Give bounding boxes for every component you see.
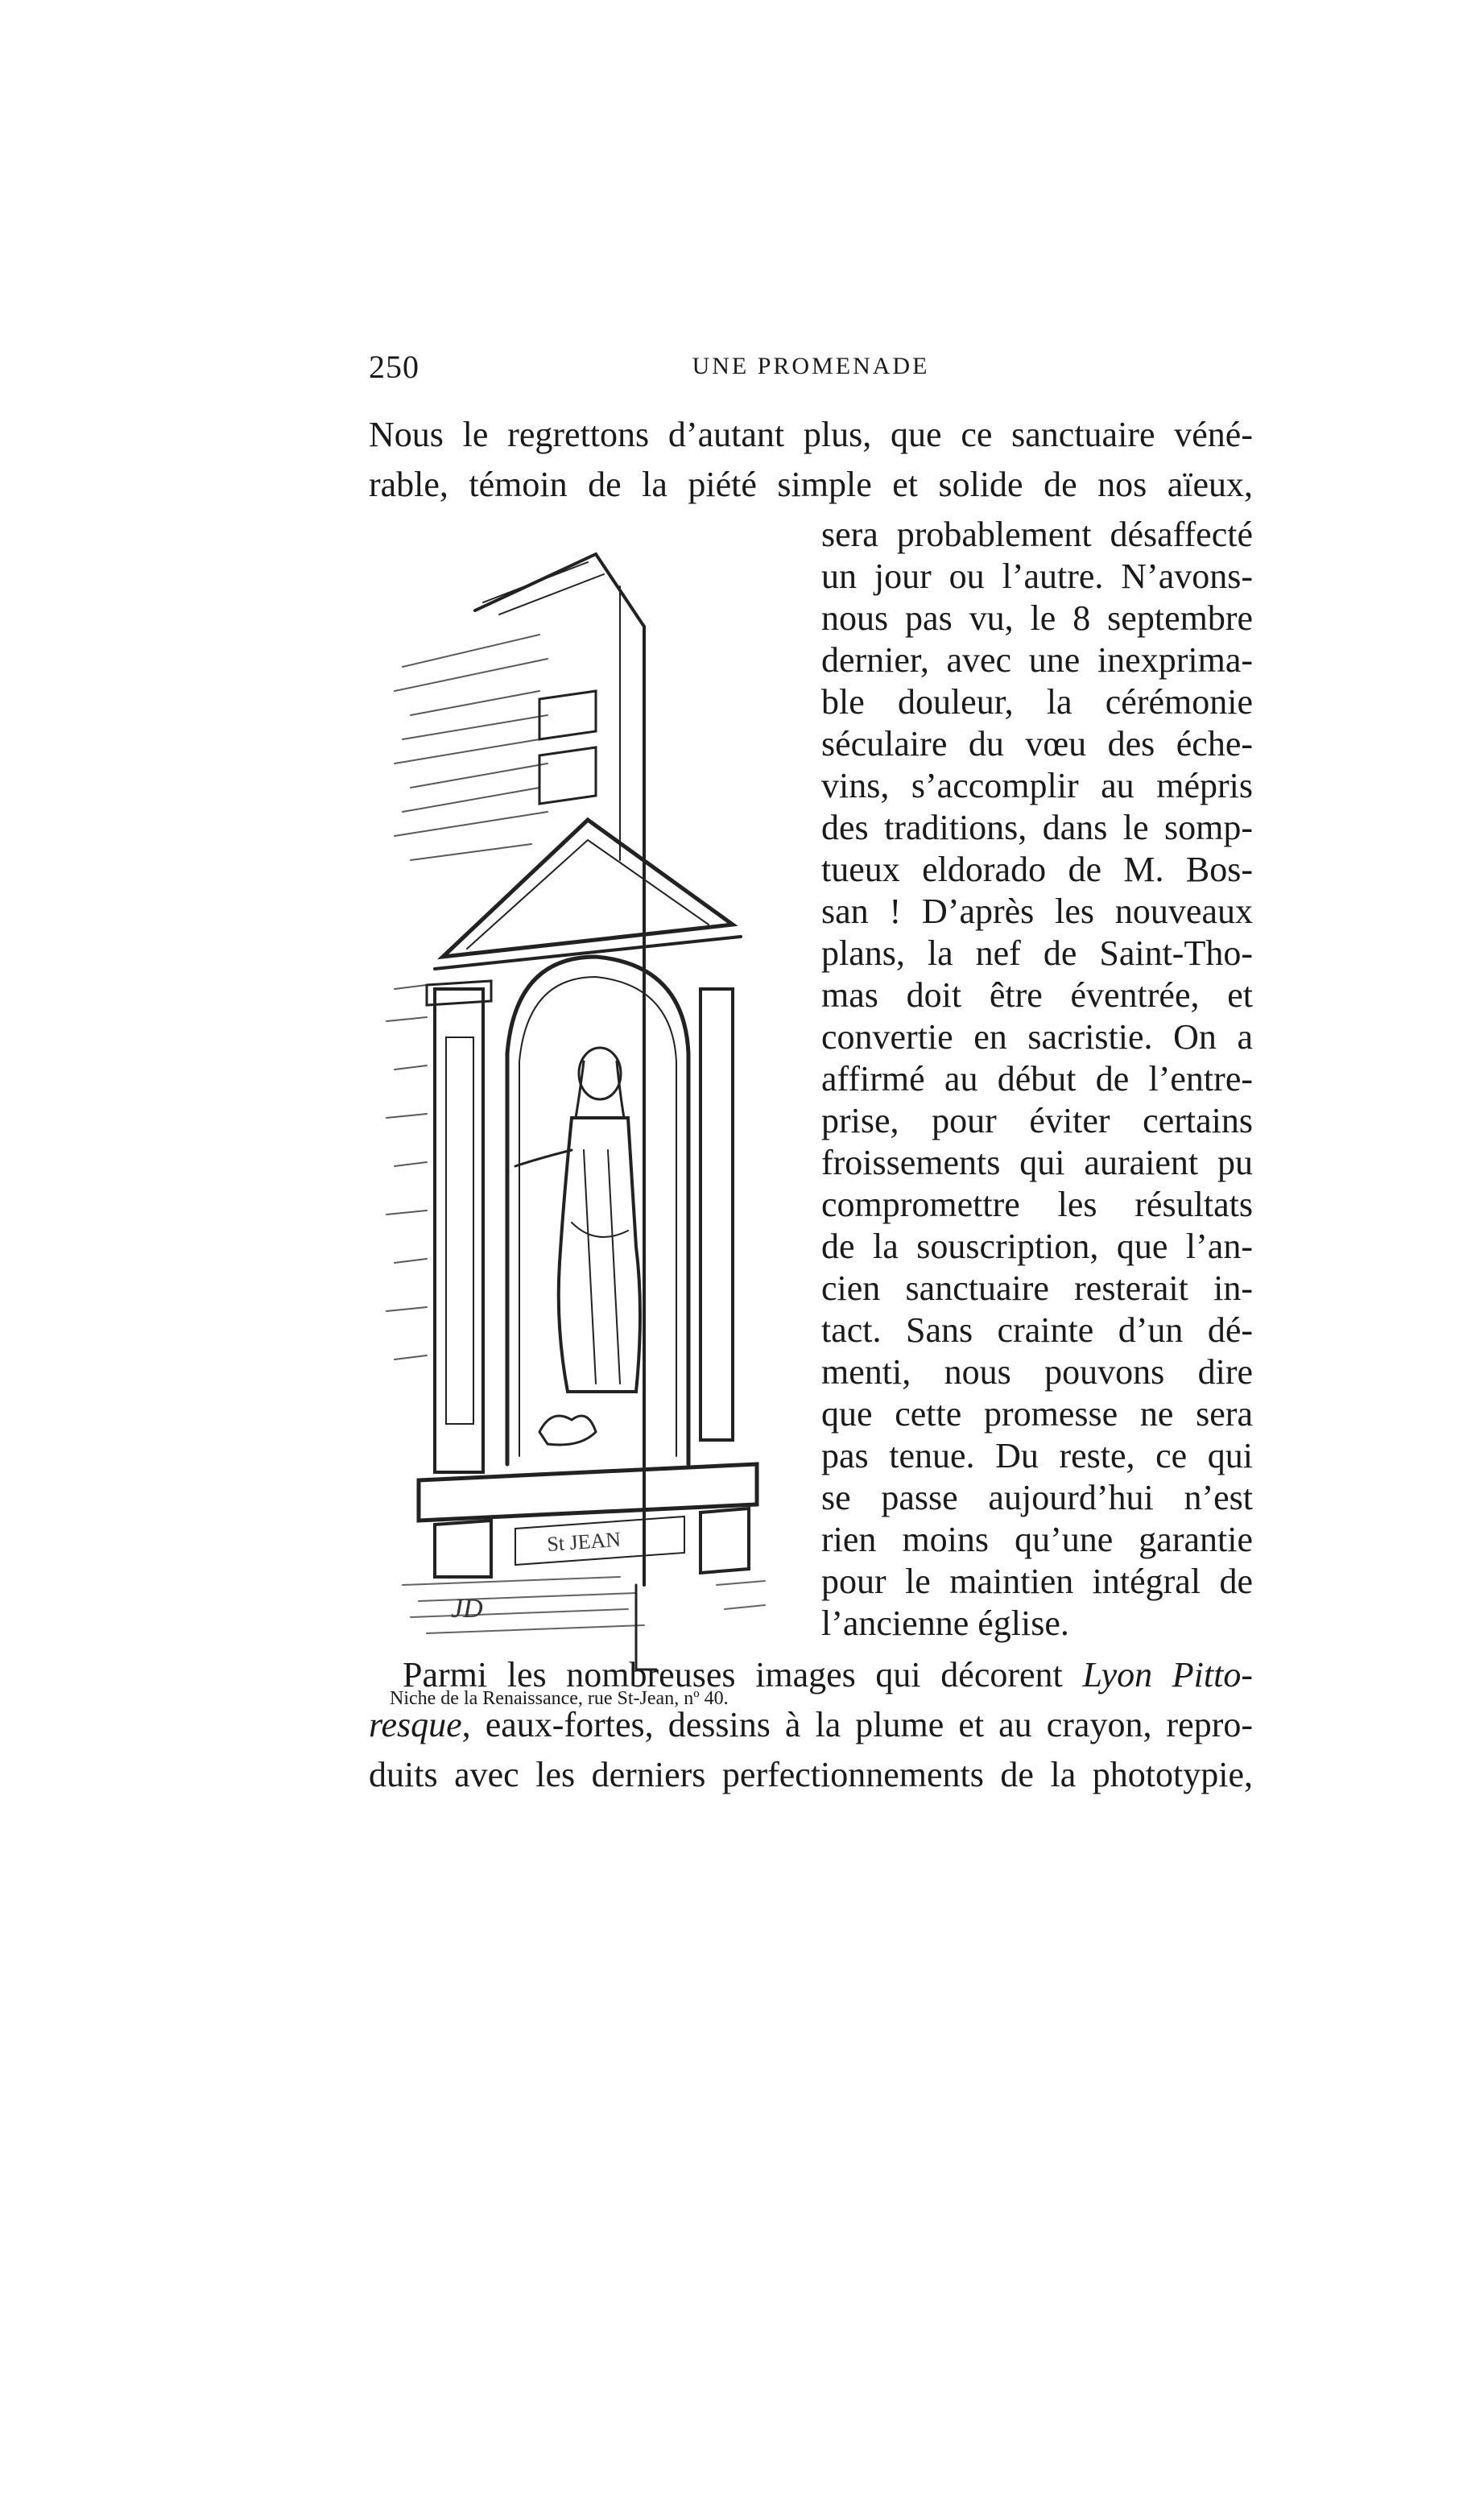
text-line: rien moins qu’une garantie bbox=[821, 1520, 1253, 1559]
text-line: dernier, avec une inexprima- bbox=[821, 640, 1253, 680]
text-line: froissements qui auraient pu bbox=[821, 1143, 1253, 1182]
italic-title: resque bbox=[369, 1705, 462, 1744]
figure-caption: Niche de la Renaissance, rue St-Jean, nº 40. bbox=[390, 1688, 729, 1709]
text-line: rable, témoin de la piété simple et solide de nos aïeux, bbox=[369, 465, 1253, 504]
text-line: des traditions, dans le somp- bbox=[821, 808, 1253, 847]
text-line: pour le maintien intégral de bbox=[821, 1562, 1253, 1601]
artist-monogram: JD bbox=[451, 1594, 483, 1624]
text-line: prise, pour éviter certains bbox=[821, 1101, 1253, 1140]
text-line: nous pas vu, le 8 septembre bbox=[821, 598, 1253, 638]
text-line: se passe aujourd’hui n’est bbox=[821, 1478, 1253, 1517]
running-title: UNE PROMENADE bbox=[692, 353, 930, 379]
text-line: cien sanctuaire resterait in- bbox=[821, 1268, 1253, 1308]
text-line: séculaire du vœu des éche- bbox=[821, 724, 1253, 763]
niche-inscription: St JEAN bbox=[546, 1527, 622, 1556]
text-line: affirmé au début de l’entre- bbox=[821, 1059, 1253, 1099]
text-line: menti, nous pouvons dire bbox=[821, 1352, 1253, 1392]
text-line: de la souscription, que l’an- bbox=[821, 1227, 1253, 1266]
text-line: compromettre les résultats bbox=[821, 1185, 1253, 1224]
text-line: un jour ou l’autre. N’avons- bbox=[821, 557, 1253, 596]
text-run: Parmi les nombreuses images qui décorent bbox=[403, 1655, 1083, 1694]
niche-illustration bbox=[378, 538, 781, 1675]
text-line: convertie en sacristie. On a bbox=[821, 1017, 1253, 1057]
text-line: ble douleur, la cérémonie bbox=[821, 682, 1253, 722]
italic-title: Lyon Pitto- bbox=[1082, 1655, 1253, 1694]
text-line: l’ancienne église. bbox=[821, 1603, 1069, 1643]
running-head bbox=[369, 348, 1253, 396]
text-line: tact. Sans crainte d’un dé- bbox=[821, 1310, 1253, 1350]
text-line: tueux eldorado de M. Bos- bbox=[821, 850, 1253, 889]
text-line: sera probablement désaffecté bbox=[821, 515, 1253, 554]
text-line: que cette promesse ne sera bbox=[821, 1394, 1253, 1434]
page-number: 250 bbox=[369, 349, 419, 385]
text-line: Nous le regrettons d’autant plus, que ce sanctuaire véné- bbox=[369, 415, 1253, 454]
text-line: duits avec les derniers perfectionnements de la phototypie, bbox=[369, 1755, 1253, 1794]
text-line: plans, la nef de Saint-Tho- bbox=[821, 933, 1253, 973]
text-run: , eaux-fortes, dessins à la plume et au crayon, repro- bbox=[461, 1705, 1253, 1744]
text-line: pas tenue. Du reste, ce qui bbox=[821, 1436, 1253, 1475]
text-line: san ! D’après les nouveaux bbox=[821, 892, 1253, 931]
text-line: mas doit être éventrée, et bbox=[821, 975, 1253, 1015]
text-line: vins, s’accomplir au mépris bbox=[821, 766, 1253, 805]
